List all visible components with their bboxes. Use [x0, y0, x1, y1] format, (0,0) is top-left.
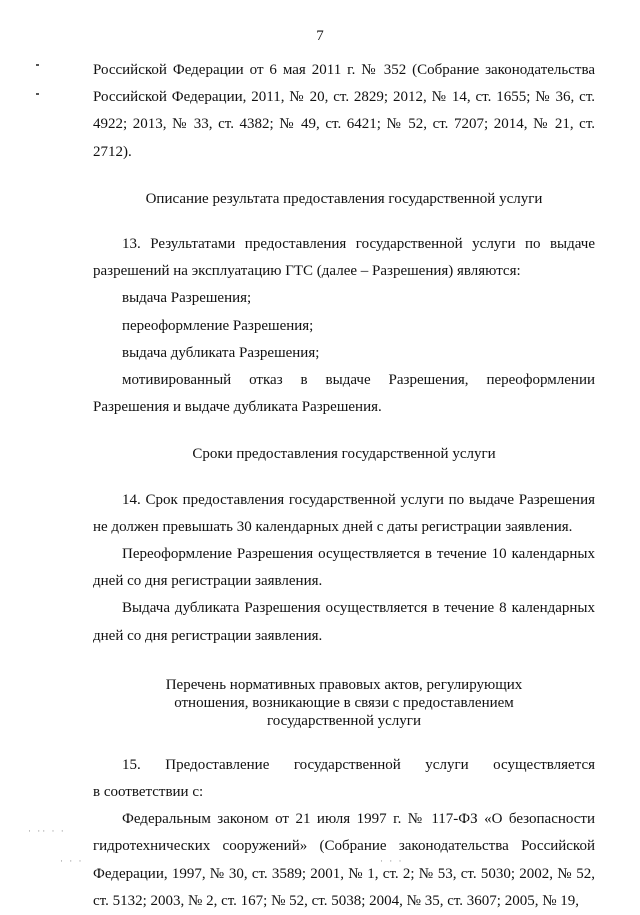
scan-noise: · ·· · ·	[28, 826, 66, 836]
list-item-line: мотивированный отказ в выдаче Разрешения, переоформлении	[122, 372, 595, 389]
paragraph-15	[93, 752, 595, 806]
heading-line: государственной услуги	[267, 712, 421, 729]
paragraph-14: 14. Срок предоставления государственной услуги по выдаче Разрешения не должен превышать 30 календарных дней с даты регистрации заявления.	[93, 491, 595, 535]
section-heading-result: Описание результата предоставления государственной услуги	[145, 190, 543, 207]
list-item: переоформление Разрешения;	[122, 317, 314, 334]
list-item-line: Разрешения и выдаче дубликата Разрешения.	[93, 399, 382, 416]
paragraph-13: 13. Результатами предоставления государственной услуги по выдаче разрешений на эксплуатацию ГТС (далее – Разрешения) являются:	[93, 236, 595, 280]
section-heading-terms: Сроки предоставления государственной услуги	[192, 446, 496, 463]
paragraph-15-line: в соответствии с:	[93, 784, 204, 801]
paragraph-14-duplicate: Выдача дубликата Разрешения осуществляется в течение 8 календарных дней со дня регистрации заявления.	[93, 600, 595, 644]
list-item: выдача дубликата Разрешения;	[122, 344, 320, 361]
paragraph-continuation: Российской Федерации от 6 мая 2011 г. № 352 (Собрание законодательства Российской Федерации, 2011, № 20, ст. 2829; 2012, № 14, ст. 1655; № 36, ст. 4922; 2013, № 33, ст. 4382; № 49, ст. 6421; № 52, ст. 7207; 2014, № 21, ст. 2712).	[93, 62, 595, 160]
list-item: выдача Разрешения;	[122, 290, 252, 307]
paragraph-14-reissue: Переоформление Разрешения осуществляется в течение 10 календарных дней со дня регистрации заявления.	[93, 546, 595, 590]
heading-line: Перечень нормативных правовых актов, регулирующих	[165, 676, 523, 693]
document-body	[93, 57, 595, 915]
heading-line: отношения, возникающие в связи с предоставлением	[174, 694, 514, 711]
list-item	[93, 367, 595, 421]
paragraph-15-line: 15. Предоставление государственной услуги осуществляется	[122, 756, 595, 773]
scan-mark	[36, 64, 39, 66]
scan-mark	[36, 93, 39, 95]
scan-noise: · · ·	[60, 856, 84, 866]
paragraph-federal-law: Федеральным законом от 21 июля 1997 г. № 117-ФЗ «О безопасности гидротехнических сооружений» (Собрание законодательства Российской Федерации, 1997, № 30, ст. 3589; 2001, № 1, ст. 2; № 53, ст. 5030; 2002, № 52, ст. 5132; 2003, № 2, ст. 167; № 52, ст. 5038; 2004, № 35, ст. 3607; 2005, № 19,	[93, 811, 595, 909]
section-heading-normative-acts	[93, 676, 595, 730]
page-number: 7	[316, 28, 324, 44]
scan-noise: · · ·	[380, 856, 404, 866]
